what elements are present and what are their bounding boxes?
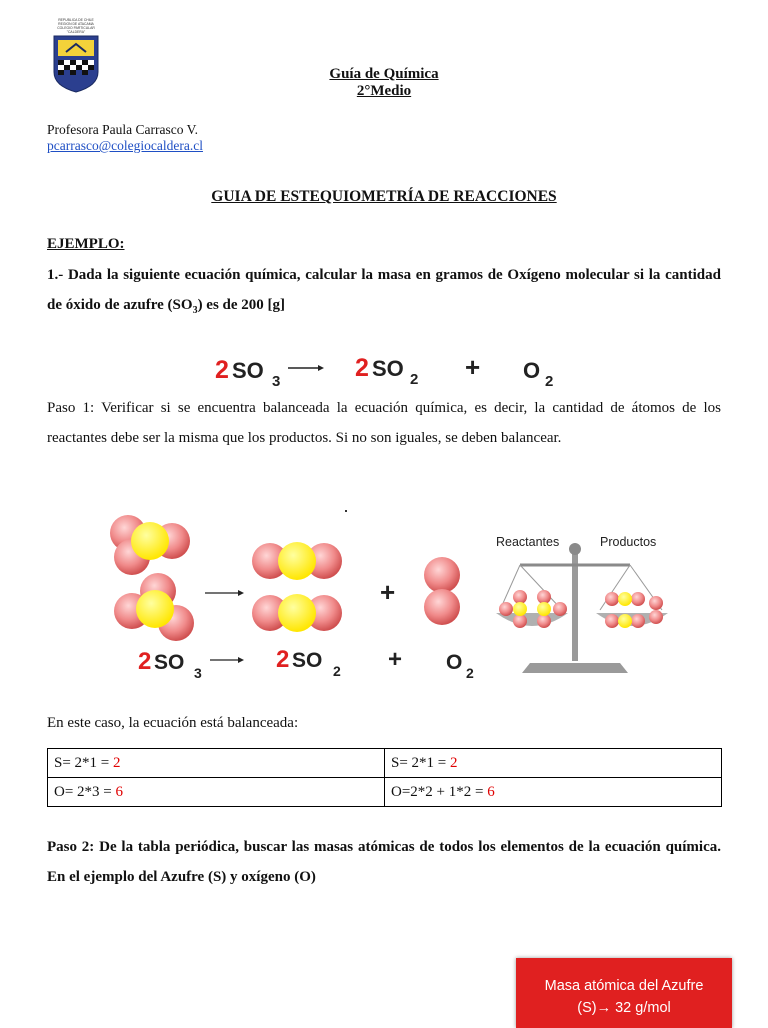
document-title-block bbox=[0, 66, 768, 100]
document-subtitle: 2°Medio bbox=[356, 83, 412, 99]
table-cell bbox=[385, 749, 722, 778]
question-1-text-a: 1.- Dada la siguiente ecuación química, calcular la masa en gramos de Oxígeno molecular si la cantidad de óxido de azufre (SO bbox=[47, 267, 721, 313]
document-title: Guía de Química bbox=[329, 66, 439, 82]
table-row bbox=[48, 749, 722, 778]
illus-coef-1: 2 bbox=[138, 648, 152, 675]
scale-icon bbox=[496, 535, 668, 673]
cell-text: O= 2*3 = bbox=[54, 783, 116, 800]
illus-reactant: SO bbox=[154, 651, 185, 674]
eq-reactant-sub: 3 bbox=[272, 373, 281, 390]
callout-line1: Masa atómica del Azufre bbox=[544, 978, 704, 994]
eq-coef-2: 2 bbox=[355, 354, 369, 382]
step-2-text: Paso 2: De la tabla periódica, buscar las masas atómicas de todos los elementos de la ecuación química. En el ejemplo del Azufre (S) y oxígeno (O) bbox=[47, 839, 721, 885]
eq-product-2: O bbox=[523, 358, 541, 383]
callout-element: (S) bbox=[577, 1000, 597, 1016]
illus-plus: + bbox=[388, 646, 403, 673]
so3-molecule-bottom bbox=[114, 573, 194, 641]
illus-product-2-sub: 2 bbox=[466, 665, 474, 681]
logo-line3: COLEGIO PARTICULAR bbox=[57, 26, 95, 30]
so2-molecule-bottom bbox=[252, 594, 342, 632]
question-1 bbox=[47, 260, 721, 326]
eq-product-1-sub: 2 bbox=[410, 371, 419, 388]
cell-value: 2 bbox=[450, 754, 458, 771]
logo-line2: REGION DE ATACAMA bbox=[58, 22, 94, 26]
scale-left-label: Reactantes bbox=[496, 535, 560, 549]
so2-molecule-top bbox=[252, 542, 342, 580]
callout-mass: 32 g/mol bbox=[611, 1000, 671, 1016]
cell-text: S= 2*1 = bbox=[391, 754, 451, 771]
example-label: EJEMPLO: bbox=[47, 236, 125, 252]
cell-value: 2 bbox=[113, 754, 121, 771]
illus-product-1-sub: 2 bbox=[333, 663, 341, 679]
question-1-text-b: ) es de 200 [g] bbox=[197, 297, 286, 313]
callout-line2 bbox=[516, 997, 732, 1019]
chemical-equation bbox=[200, 346, 580, 392]
teacher-name: Profesora Paula Carrasco V. bbox=[47, 122, 198, 137]
scale-right-label: Productos bbox=[600, 535, 657, 549]
logo-line1: REPUBLICA DE CHILE bbox=[58, 18, 94, 22]
cell-value: 6 bbox=[487, 783, 495, 800]
teacher-info bbox=[47, 122, 203, 154]
illus-coef-2: 2 bbox=[276, 646, 290, 673]
eq-reactant: SO bbox=[232, 358, 264, 383]
table-cell bbox=[48, 778, 385, 807]
cell-value: 6 bbox=[115, 783, 124, 800]
logo-line4: "CALDERA" bbox=[66, 30, 86, 34]
question-1-subscript: 3 bbox=[192, 305, 198, 316]
illus-product-1: SO bbox=[292, 649, 323, 672]
molecules-plus: + bbox=[380, 577, 396, 607]
balance-table bbox=[47, 748, 722, 807]
table-row bbox=[48, 778, 722, 807]
eq-arrow-head bbox=[318, 365, 324, 371]
eq-product-2-sub: 2 bbox=[545, 373, 554, 390]
step-1-text: Paso 1: Verificar si se encuentra balanceada la ecuación química, es decir, la cantidad de átomos de los reactantes debe ser la misma que los productos. Si no son iguales, se deben balancear. bbox=[47, 400, 721, 446]
eq-coef-1: 2 bbox=[215, 356, 229, 384]
so3-molecule-top bbox=[110, 515, 190, 575]
table-cell bbox=[385, 778, 722, 807]
o2-molecule bbox=[424, 557, 460, 625]
teacher-email-link[interactable]: pcarrasco@colegiocaldera.cl bbox=[47, 138, 203, 153]
balanced-statement: En este caso, la ecuación está balanceada: bbox=[47, 715, 299, 731]
balance-illustration bbox=[100, 505, 680, 685]
table-cell bbox=[48, 749, 385, 778]
cell-text: O=2*2 + 1*2 = bbox=[391, 783, 488, 800]
cell-text: S= 2*1 = bbox=[54, 754, 114, 771]
illus-reactant-sub: 3 bbox=[194, 665, 202, 681]
main-heading: GUIA DE ESTEQUIOMETRÍA DE REACCIONES bbox=[211, 188, 557, 205]
atomic-mass-callout bbox=[516, 958, 732, 1028]
illus-product-2: O bbox=[446, 651, 463, 674]
eq-product-1: SO bbox=[372, 356, 404, 381]
eq-plus: + bbox=[465, 352, 481, 382]
arrow-right-icon: → bbox=[596, 1000, 612, 1016]
